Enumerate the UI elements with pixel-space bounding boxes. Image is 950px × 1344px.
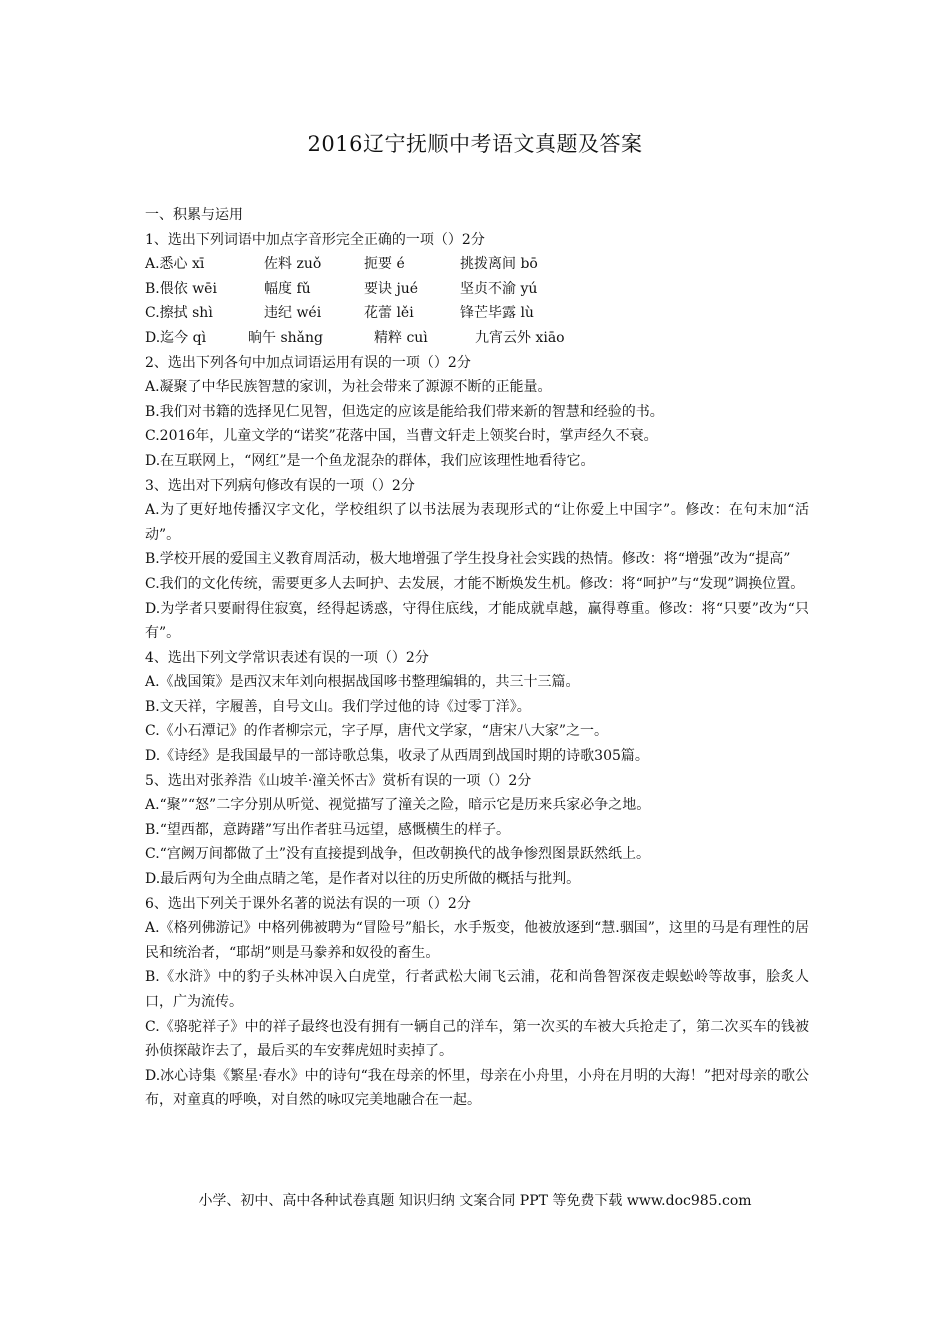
section-heading: 一、积累与运用 <box>145 207 243 223</box>
option-item: D.迄今 qì <box>145 329 207 346</box>
option-item: 晌午 shǎng <box>248 329 323 346</box>
question-6-option-d: D.冰心诗集《繁星·春水》中的诗句“我在母亲的怀里，母亲在小舟里，小舟在月明的大海！”把对母亲的歌公布，对童真的呼唤，对自然的咏叹完美地融合在一起。 <box>145 1067 809 1109</box>
question-5-option-a: A.“聚”“怒”二字分别从听觉、视觉描写了潼关之险，暗示它是历来兵家必争之地。 <box>145 797 651 814</box>
question-2-option-a: A.凝聚了中华民族智慧的家训，为社会带来了源源不断的正能量。 <box>145 379 552 396</box>
question-1-option-d <box>145 326 809 351</box>
question-2-option-d: D.在互联网上，“网红”是一个鱼龙混杂的群体，我们应该理性地看待它。 <box>145 452 595 469</box>
question-5-stem: 5、选出对张养浩《山坡羊·潼关怀古》赏析有误的一项（）2分 <box>145 772 532 789</box>
question-4-option-c: C.《小石潭记》的作者柳宗元，字子厚，唐代文学家，“唐宋八大家”之一。 <box>145 723 608 740</box>
document-body <box>145 203 809 1113</box>
question-4-option-a: A.《战国策》是西汉末年刘向根据战国哆书整理编辑的，共三十三篇。 <box>145 674 580 691</box>
question-6-option-c: C.《骆驼祥子》中的祥子最终也没有拥有一辆自己的洋车，第一次买的车被大兵抢走了，第二次买车的钱被孙侦探敲诈去了，最后买的车安葬虎妞时卖掉了。 <box>145 1018 809 1060</box>
option-item: 坚贞不渝 yú <box>460 280 538 297</box>
question-3-option-b: B.学校开展的爱国主义教育周活动，极大地增强了学生投身社会实践的热情。修改：将“增强”改为“提高” <box>145 551 791 568</box>
question-3-stem: 3、选出对下列病句修改有误的一项（）2分 <box>145 477 415 494</box>
question-1-option-c <box>145 301 809 326</box>
question-2-option-c: C.2016年，儿童文学的“诺奖”花落中国，当曹文轩走上领奖台时，掌声经久不衰。 <box>145 428 658 445</box>
question-4-stem: 4、选出下列文学常识表述有误的一项（）2分 <box>145 649 429 666</box>
page-footer: 小学、初中、高中各种试卷真题 知识归纳 文案合同 PPT 等免费下载 www.doc985.com <box>198 1193 752 1209</box>
question-4-option-b: B.文天祥，字履善，自号文山。我们学过他的诗《过零丁洋》。 <box>145 698 531 715</box>
question-1-option-a <box>145 252 809 277</box>
question-1-stem: 1、选出下列词语中加点字音形完全正确的一项（）2分 <box>145 231 485 248</box>
option-item: 挑拨离间 bō <box>460 256 538 273</box>
option-item: C.擦拭 shì <box>145 305 213 322</box>
question-2-stem: 2、选出下列各句中加点词语运用有误的一项（）2分 <box>145 354 471 371</box>
question-3-option-c: C.我们的文化传统，需要更多人去呵护、去发展，才能不断焕发生机。修改：将“呵护”与“发现”调换位置。 <box>145 575 805 592</box>
option-item: 幅度 fǔ <box>264 280 311 297</box>
option-item: 扼要 é <box>364 256 405 273</box>
option-item: 锋芒毕露 lù <box>460 305 534 322</box>
option-item: B.偎依 wēi <box>145 280 217 297</box>
question-6-stem: 6、选出下列关于课外名著的说法有误的一项（）2分 <box>145 895 471 912</box>
question-3-option-a: A.为了更好地传播汉字文化，学校组织了以书法展为表现形式的“让你爱上中国字”。修改：在句末加“活动”。 <box>145 502 809 543</box>
question-6-option-a: A.《格列佛游记》中格列佛被聘为“冒险号”船长，水手叛变，他被放逐到“慧.骃国”，这里的马是有理性的居民和统治者，“耶胡”则是马豢养和奴役的畜生。 <box>145 920 809 961</box>
question-5-option-d: D.最后两句为全曲点睛之笔，是作者对以往的历史所做的概括与批判。 <box>145 871 581 888</box>
question-5-option-b: B.“望西都，意踌躇”写出作者驻马远望，感慨横生的样子。 <box>145 821 511 838</box>
option-item: 要诀 jué <box>364 280 419 297</box>
option-item: 佐料 zuǒ <box>264 256 322 273</box>
question-4-option-d: D.《诗经》是我国最早的一部诗歌总集，收录了从西周到战国时期的诗歌305篇。 <box>145 748 649 765</box>
option-item: A.悉心 xī <box>145 256 205 273</box>
option-item: 九宵云外 xiāo <box>475 329 565 346</box>
option-item: 违纪 wéi <box>264 305 322 322</box>
question-5-option-c: C.“宫阙万间都做了土”没有直接提到战争，但改朝换代的战争惨烈图景跃然纸上。 <box>145 846 650 863</box>
question-6-option-b: B.《水浒》中的豹子头林冲误入白虎堂，行者武松大闹飞云浦，花和尚鲁智深夜走蜈蚣岭等故事，脍炙人口，广为流传。 <box>145 969 809 1010</box>
option-item: 花蕾 lěi <box>364 305 414 322</box>
question-1-option-b <box>145 277 809 302</box>
question-3-option-d: D.为学者只要耐得住寂寞，经得起诱惑，守得住底线，才能成就卓越，赢得尊重。修改：将“只要”改为“只有”。 <box>145 600 809 642</box>
document-title: 2016辽宁抚顺中考语文真题及答案 <box>307 132 643 156</box>
option-item: 精粹 cuì <box>374 329 428 346</box>
question-2-option-b: B.我们对书籍的选择见仁见智，但选定的应该是能给我们带来新的智慧和经验的书。 <box>145 403 664 420</box>
